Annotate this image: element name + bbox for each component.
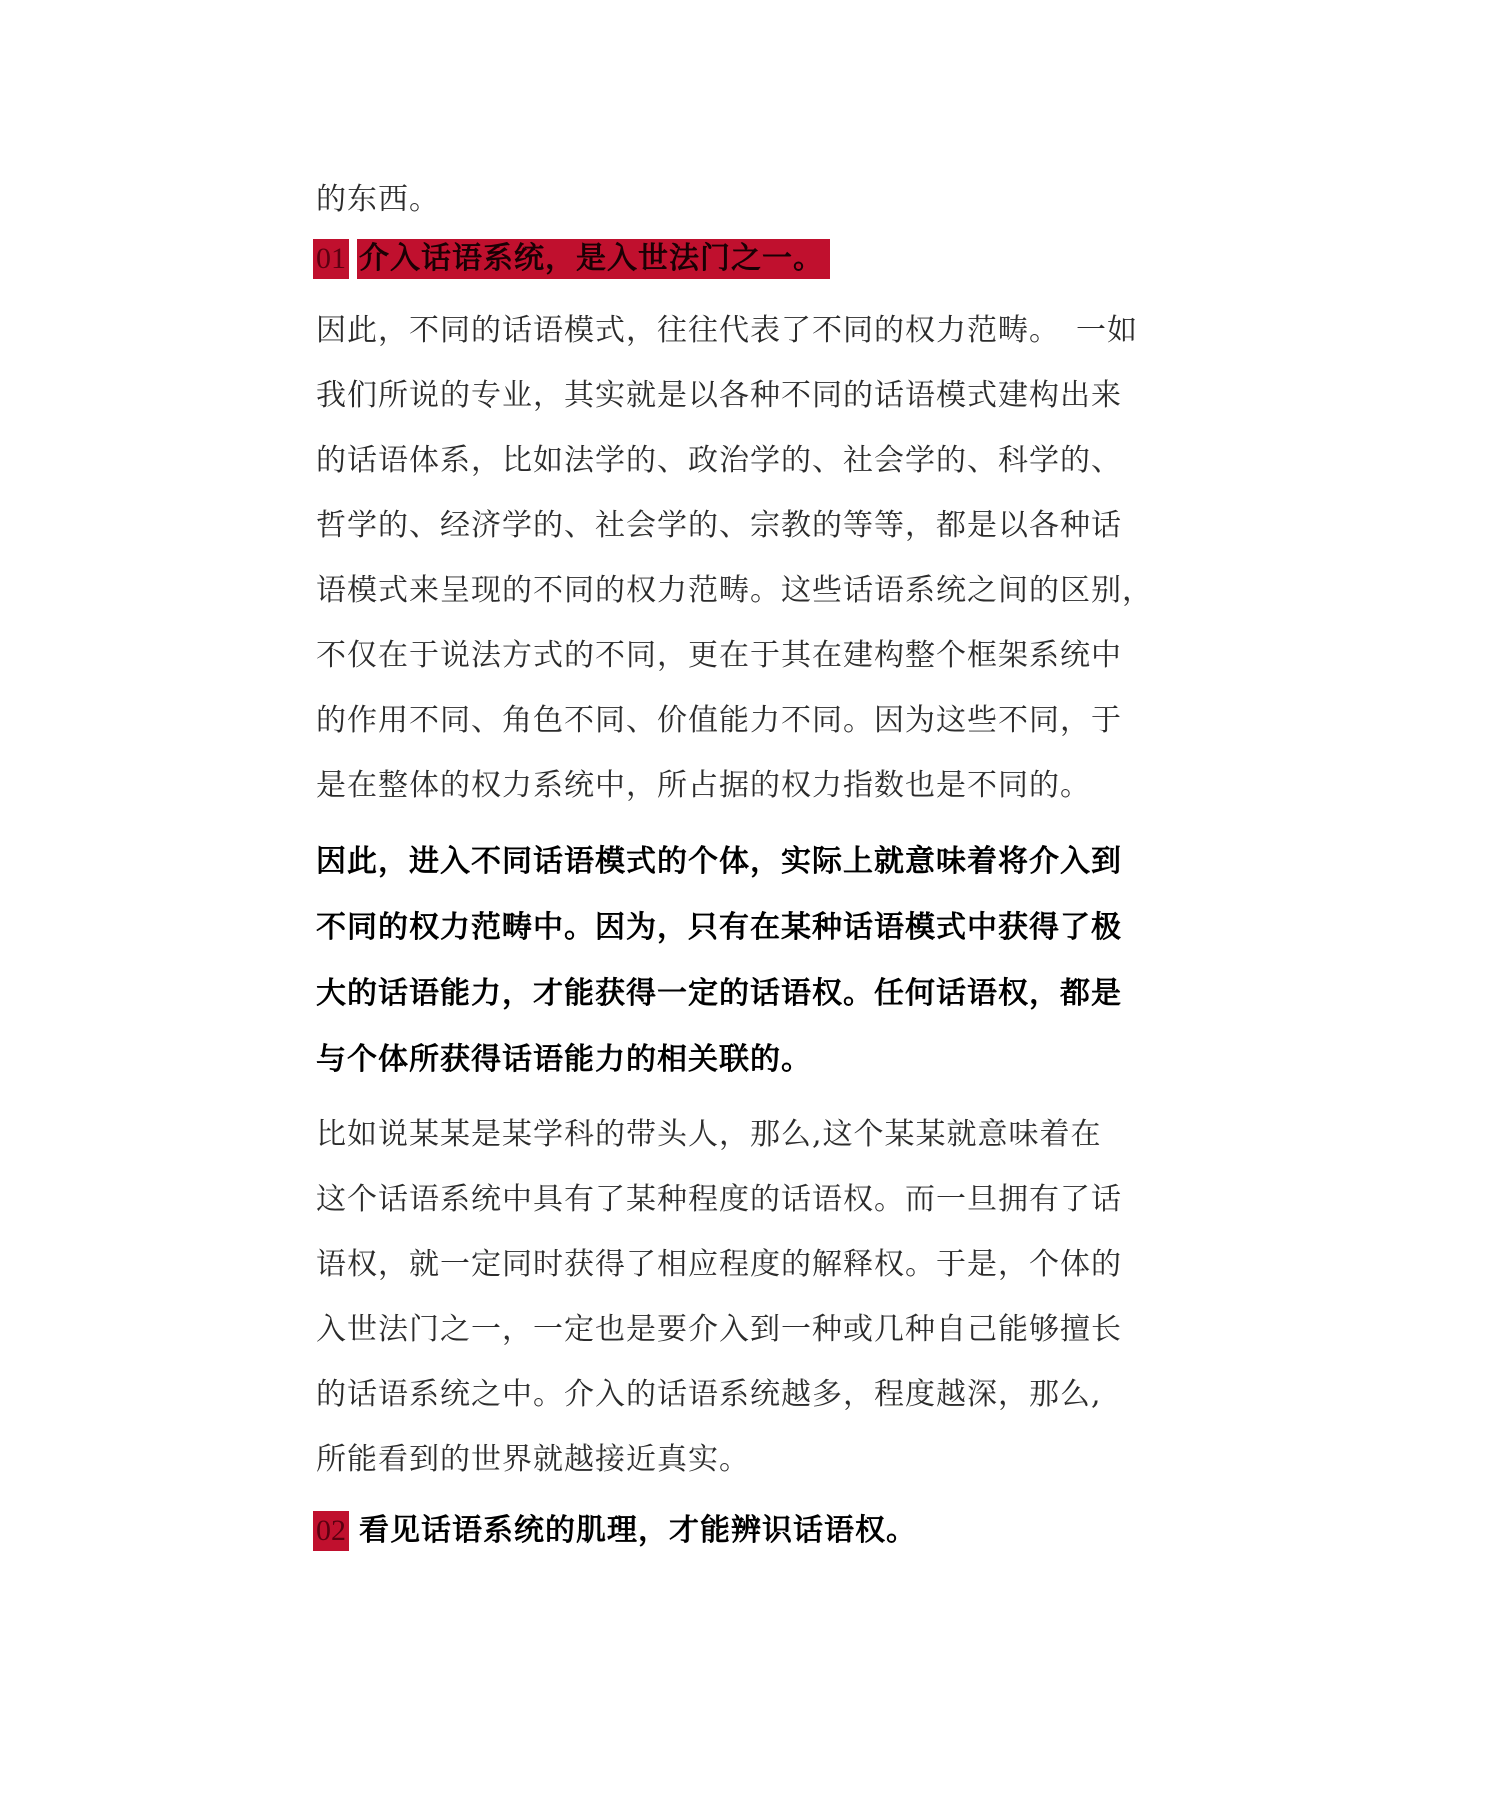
paragraph-line: 语权，就一定同时获得了相应程度的解释权。于是，个体的: [316, 1247, 1122, 1282]
section-heading-02: [313, 1511, 923, 1551]
paragraph-line: 所能看到的世界就越接近真实。: [316, 1442, 750, 1477]
lead-line: 的东西。: [316, 182, 440, 217]
paragraph-line: 比如说某某是某学科的带头人，那么,这个某某就意味着在: [316, 1117, 1102, 1152]
section-number-02: 02: [313, 1511, 349, 1551]
bold-paragraph-line: 不同的权力范畴中。因为，只有在某种话语模式中获得了极: [316, 910, 1122, 945]
paragraph-line: 入世法门之一，一定也是要介入到一种或几种自己能够擅长: [316, 1312, 1122, 1347]
paragraph-line: 这个话语系统中具有了某种程度的话语权。而一旦拥有了话: [316, 1182, 1122, 1217]
paragraph-1: [316, 298, 1216, 818]
paragraph-line: 的话语体系，比如法学的、政治学的、社会学的、科学的、: [316, 443, 1122, 478]
paragraph-line: 的话语系统之中。介入的话语系统越多，程度越深，那么,: [316, 1377, 1102, 1412]
paragraph-3: [316, 1102, 1216, 1492]
paragraph-2-bold: [316, 829, 1216, 1093]
bold-paragraph-line: 因此，进入不同话语模式的个体，实际上就意味着将介入到: [316, 844, 1122, 879]
paragraph-line: 的作用不同、角色不同、价值能力不同。因为这些不同，于: [316, 703, 1122, 738]
bold-paragraph-line: 与个体所获得话语能力的相关联的。: [316, 1042, 812, 1077]
section-title-02: 看见话语系统的肌理，才能辨识话语权。: [359, 1513, 917, 1548]
paragraph-line: 是在整体的权力系统中，所占据的权力指数也是不同的。: [316, 768, 1091, 803]
section-number-01: 01: [313, 239, 349, 279]
paragraph-line: 哲学的、经济学的、社会学的、宗教的等等，都是以各种话: [316, 508, 1122, 543]
section-title-01: 介入话语系统，是入世法门之一。: [357, 239, 830, 279]
lead-text: [316, 167, 1216, 232]
bold-paragraph-line: 大的话语能力，才能获得一定的话语权。任何话语权，都是: [316, 976, 1122, 1011]
paragraph-line: 语模式来呈现的不同的权力范畴。这些话语系统之间的区别，: [316, 573, 1153, 608]
paragraph-line: 不仅在于说法方式的不同，更在于其在建构整个框架系统中: [316, 638, 1122, 673]
paragraph-line: 我们所说的专业，其实就是以各种不同的话语模式建构出来: [316, 378, 1122, 413]
paragraph-line: 因此，不同的话语模式，往往代表了不同的权力范畴。 一如: [316, 313, 1138, 348]
section-heading-01: [313, 239, 830, 279]
